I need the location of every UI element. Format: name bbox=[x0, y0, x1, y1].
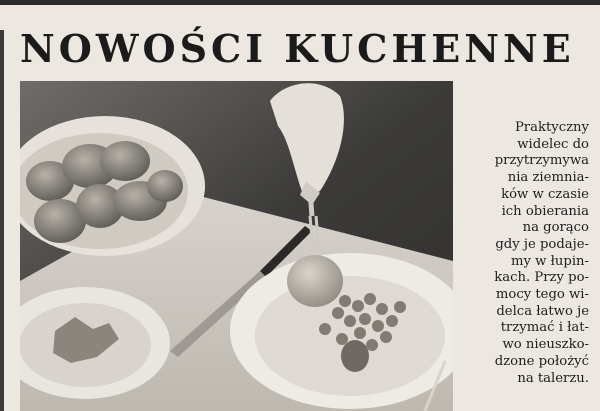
caption-line: przytrzymywa bbox=[494, 153, 589, 169]
caption-line: trzymać i łat- bbox=[500, 320, 589, 336]
caption-line: ich obierania bbox=[501, 203, 589, 219]
left-border bbox=[0, 30, 4, 411]
caption-line: kach. Przy po- bbox=[494, 270, 589, 286]
caption-line: nia ziemnia- bbox=[507, 170, 589, 186]
caption-line: gdy je podaje- bbox=[495, 236, 589, 252]
article-photo bbox=[20, 81, 453, 411]
caption-line: widelec do bbox=[517, 136, 589, 152]
article-caption bbox=[463, 120, 589, 387]
caption-line: na gorąco bbox=[522, 220, 589, 236]
caption-line: na talerzu. bbox=[517, 370, 589, 386]
caption-line: Praktyczny bbox=[514, 120, 589, 135]
caption-line: mocy tego wi- bbox=[495, 287, 589, 303]
caption-line: delca łatwo je bbox=[496, 303, 589, 319]
page-title: NOWOŚCI KUCHENNE bbox=[20, 26, 575, 71]
caption-line: my w łupin- bbox=[510, 253, 589, 269]
top-border bbox=[0, 0, 600, 5]
caption-line: wo nieuszko- bbox=[502, 337, 589, 353]
caption-line: dzone położyć bbox=[494, 353, 589, 369]
caption-line: ków w czasie bbox=[501, 186, 589, 202]
